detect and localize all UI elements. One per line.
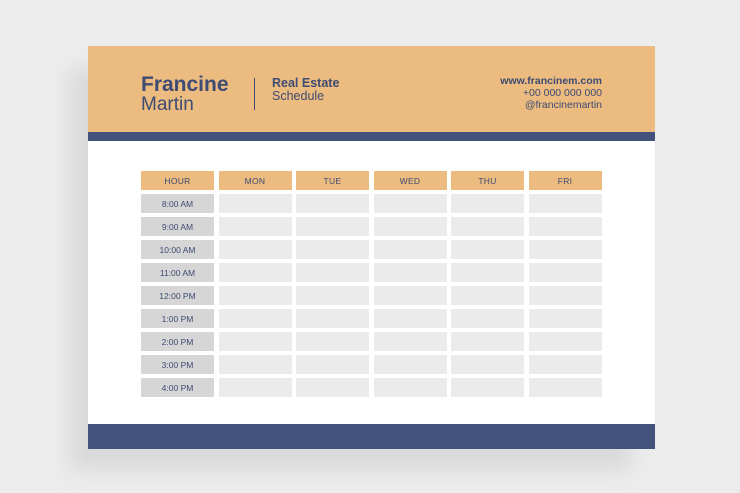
column-header-fri: FRI [529, 171, 602, 190]
schedule-slot-wed[interactable] [374, 217, 447, 236]
schedule-slot-tue[interactable] [296, 194, 369, 213]
schedule-slot-fri[interactable] [529, 194, 602, 213]
schedule-slot-thu[interactable] [451, 355, 524, 374]
column-header-tue: TUE [296, 171, 369, 190]
schedule-slot-thu[interactable] [451, 194, 524, 213]
time-label: 11:00 AM [141, 263, 214, 282]
schedule-slot-fri[interactable] [529, 217, 602, 236]
schedule-slot-mon[interactable] [219, 332, 292, 351]
schedule-slot-tue[interactable] [296, 286, 369, 305]
schedule-slot-tue[interactable] [296, 263, 369, 282]
schedule-slot-thu[interactable] [451, 378, 524, 397]
schedule-slot-fri[interactable] [529, 240, 602, 259]
schedule-subtitle: Schedule [272, 89, 325, 103]
header-divider [254, 78, 255, 110]
time-label: 1:00 PM [141, 309, 214, 328]
schedule-slot-thu[interactable] [451, 309, 524, 328]
schedule-slot-fri[interactable] [529, 286, 602, 305]
schedule-slot-fri[interactable] [529, 378, 602, 397]
owner-first-name: Francine [141, 73, 229, 96]
schedule-slot-wed[interactable] [374, 194, 447, 213]
schedule-slot-mon[interactable] [219, 378, 292, 397]
schedule-slot-mon[interactable] [219, 217, 292, 236]
schedule-slot-wed[interactable] [374, 286, 447, 305]
column-header-hour: HOUR [141, 171, 214, 190]
schedule-slot-tue[interactable] [296, 217, 369, 236]
schedule-slot-thu[interactable] [451, 263, 524, 282]
contact-phone: +00 000 000 000 [522, 87, 602, 99]
schedule-slot-tue[interactable] [296, 332, 369, 351]
owner-last-name: Martin [141, 94, 194, 115]
schedule-slot-fri[interactable] [529, 355, 602, 374]
schedule-slot-tue[interactable] [296, 355, 369, 374]
schedule-slot-tue[interactable] [296, 309, 369, 328]
schedule-slot-mon[interactable] [219, 309, 292, 328]
schedule-slot-mon[interactable] [219, 355, 292, 374]
column-header-mon: MON [219, 171, 292, 190]
schedule-slot-wed[interactable] [374, 378, 447, 397]
schedule-slot-tue[interactable] [296, 240, 369, 259]
schedule-slot-fri[interactable] [529, 332, 602, 351]
time-label: 2:00 PM [141, 332, 214, 351]
time-label: 8:00 AM [141, 194, 214, 213]
schedule-slot-tue[interactable] [296, 378, 369, 397]
schedule-slot-thu[interactable] [451, 217, 524, 236]
schedule-slot-fri[interactable] [529, 263, 602, 282]
schedule-slot-mon[interactable] [219, 286, 292, 305]
schedule-slot-mon[interactable] [219, 194, 292, 213]
time-label: 12:00 PM [141, 286, 214, 305]
schedule-slot-wed[interactable] [374, 309, 447, 328]
schedule-slot-mon[interactable] [219, 240, 292, 259]
header-band [88, 46, 655, 132]
schedule-slot-thu[interactable] [451, 240, 524, 259]
schedule-slot-thu[interactable] [451, 332, 524, 351]
time-label: 4:00 PM [141, 378, 214, 397]
column-header-wed: WED [374, 171, 447, 190]
schedule-slot-wed[interactable] [374, 355, 447, 374]
time-label: 9:00 AM [141, 217, 214, 236]
schedule-slot-wed[interactable] [374, 263, 447, 282]
contact-website: www.francinem.com [500, 75, 602, 87]
schedule-slot-wed[interactable] [374, 240, 447, 259]
footer-stripe [88, 424, 655, 449]
schedule-slot-fri[interactable] [529, 309, 602, 328]
column-header-thu: THU [451, 171, 524, 190]
schedule-title: Real Estate [272, 76, 340, 90]
time-label: 3:00 PM [141, 355, 214, 374]
schedule-card [88, 46, 655, 449]
header-stripe [88, 132, 655, 141]
contact-handle: @francinemartin [524, 99, 602, 111]
schedule-table [141, 171, 602, 397]
schedule-slot-thu[interactable] [451, 286, 524, 305]
time-label: 10:00 AM [141, 240, 214, 259]
schedule-slot-wed[interactable] [374, 332, 447, 351]
schedule-slot-mon[interactable] [219, 263, 292, 282]
